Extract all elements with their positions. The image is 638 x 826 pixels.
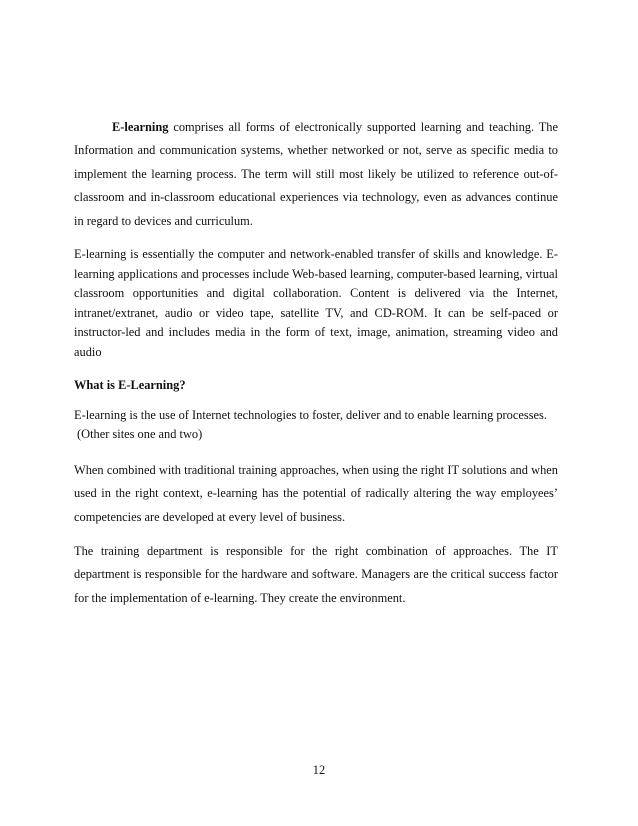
document-body	[74, 116, 558, 610]
section-heading: What is E-Learning?	[74, 377, 186, 392]
paragraph-training-approaches: When combined with traditional training approaches, when using the right IT solutions and when used in the right context, e-learning has the potential of radically altering the way employees’ competencies are developed at every level of business.	[74, 462, 558, 524]
paragraph-responsibilities: The training department is responsible for the right combination of approaches. The IT department is responsible for the hardware and software. Managers are the critical success factor for the implementation of e-learning. They create the environment.	[74, 544, 558, 605]
paragraph-internet-technologies	[74, 406, 558, 445]
paragraph-text: E-learning is the use of Internet technologies to foster, deliver and to enable learning processes.	[74, 407, 547, 422]
page-number: 12	[312, 763, 326, 777]
paragraph-elearning-definition	[74, 116, 558, 233]
term-elearning: E-learning	[112, 120, 169, 134]
paragraph-text: comprises all forms of electronically supported learning and teaching. The Information and communication systems, whether networked or not, serve as specific media to implement the learning process. The term will still most likely be utilized to reference out-of-classroom and in-classroom educational experiences via technology, even as advances continue in regard to devices and curriculum.	[74, 120, 558, 228]
source-note: (Other sites one and two)	[77, 427, 203, 442]
paragraph-elearning-transfer: E-learning is essentially the computer and network-enabled transfer of skills and knowledge. E-learning applications and processes include Web-based learning, computer-based learning, virtual classroom opportunities and digital collaboration. Content is delivered via the Internet, intranet/extranet, audio or video tape, satellite TV, and CD-ROM. It can be self-paced or instructor-led and includes media in the form of text, image, animation, streaming video and audio	[74, 247, 558, 359]
